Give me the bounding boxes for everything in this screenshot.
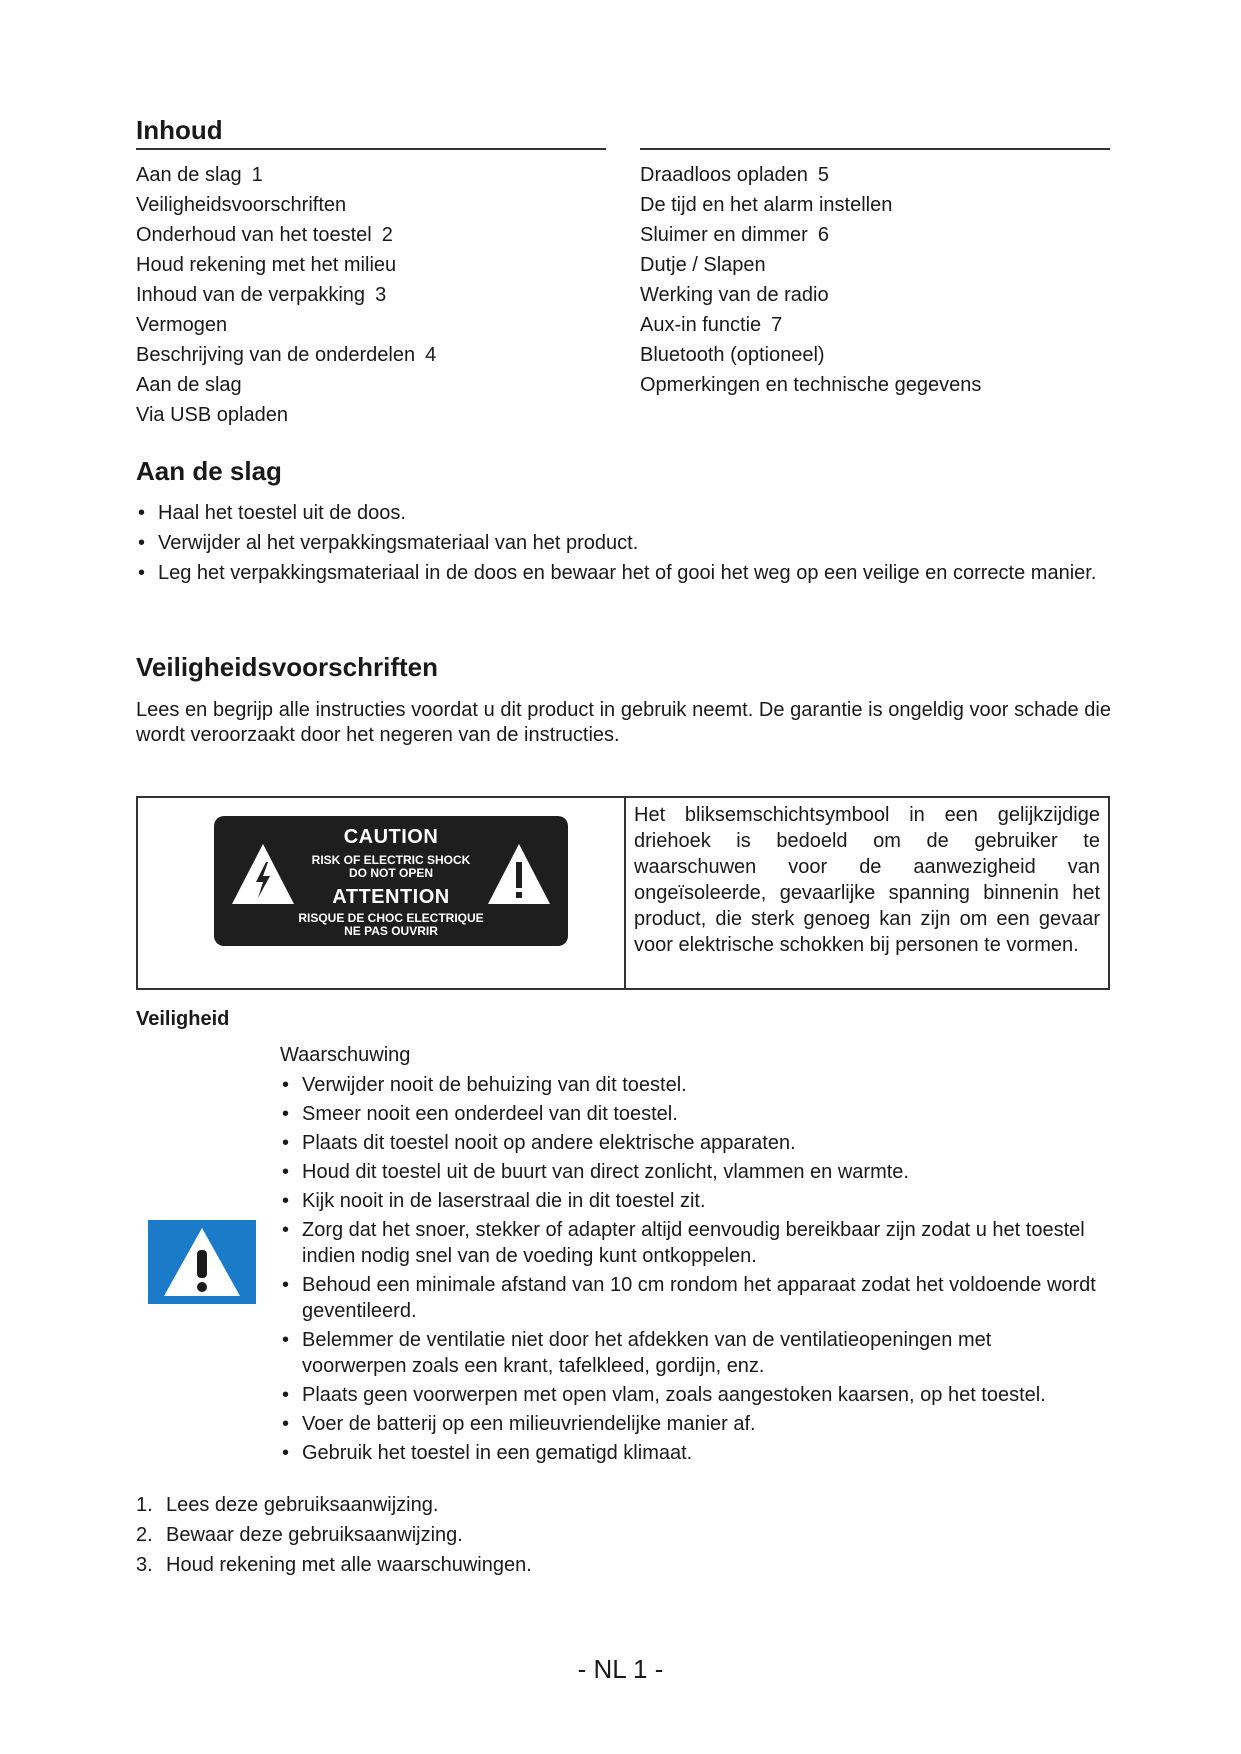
safety-intro: Lees en begrijp alle instructies voordat u dit product in gebruik neemt. De garantie is ongeldig voor schade die wordt veroorzaakt door het negeren van de instructies. xyxy=(136,699,1111,746)
toc-entry: De tijd en het alarm instellen xyxy=(640,194,893,216)
safety-subheading: Veiligheid xyxy=(136,1008,230,1030)
toc-entry: Bluetooth (optioneel) xyxy=(640,344,825,366)
toc-entry: Aux-in functie 7 xyxy=(640,314,783,336)
toc-entry: Sluimer en dimmer 6 xyxy=(640,224,829,246)
list-item: • Haal het toestel uit de doos. xyxy=(136,500,1111,527)
toc-entry: Aan de slag xyxy=(136,374,242,396)
caution-title: CAUTION xyxy=(343,826,439,848)
toc-right-column xyxy=(640,160,1110,400)
list-item: • Verwijder nooit de behuizing van dit toestel. xyxy=(280,1072,1098,1098)
toc-entry: Dutje / Slapen xyxy=(640,254,766,276)
attention-title: ATTENTION xyxy=(332,886,450,908)
getting-started-heading: Aan de slag xyxy=(136,456,282,486)
list-item: 2. Bewaar deze gebruiksaanwijzing. xyxy=(136,1524,463,1546)
page-number: - NL 1 - xyxy=(577,1654,664,1684)
toc-header-right xyxy=(640,112,1110,150)
toc-entry: Vermogen xyxy=(136,314,228,336)
toc-entry: Onderhoud van het toestel 2 xyxy=(136,224,393,246)
toc-left-column xyxy=(136,160,606,430)
toc-entry: Veiligheidsvoorschriften xyxy=(136,194,347,216)
toc-entry: Werking van de radio xyxy=(640,284,829,306)
list-item: • Verwijder al het verpakkingsmateriaal van het product. xyxy=(136,530,1111,557)
list-item: • Plaats geen voorwerpen met open vlam, zoals aangestoken kaarsen, op het toestel. xyxy=(280,1382,1098,1408)
toc-entry: Opmerkingen en technische gegevens xyxy=(640,374,982,396)
list-item: • Gebruik het toestel in een gematigd klimaat. xyxy=(280,1440,1098,1466)
toc-entry: Houd rekening met het milieu xyxy=(136,254,397,276)
caution-description: Het bliksemschichtsymbool in een gelijkzijdige driehoek is bedoeld om de gebruiker te waarschuwen voor de aanwezigheid van ongeïsoleerde, gevaarlijke spanning binnenin het product, die sterk genoeg kan zijn om een gevaar voor elektrische schokken bij personen te vormen. xyxy=(634,804,1100,956)
list-item: • Kijk nooit in de laserstraal die in dit toestel zit. xyxy=(280,1188,1098,1214)
list-item: 3. Houd rekening met alle waarschuwingen. xyxy=(136,1554,532,1576)
safety-heading: Veiligheidsvoorschriften xyxy=(136,652,438,682)
list-item: 1. Lees deze gebruiksaanwijzing. xyxy=(136,1494,439,1516)
caution-subtitle: RISK OF ELECTRIC SHOCK DO NOT OPEN xyxy=(311,853,471,880)
warning-sign-icon xyxy=(148,1220,256,1304)
list-item: • Voer de batterij op een milieuvriendelijke manier af. xyxy=(280,1411,1098,1437)
list-item: • Smeer nooit een onderdeel van dit toestel. xyxy=(280,1101,1098,1127)
toc-entry: Beschrijving van de onderdelen 4 xyxy=(136,344,437,366)
toc-title: Inhoud xyxy=(136,115,223,145)
list-item: • Plaats dit toestel nooit op andere elektrische apparaten. xyxy=(280,1130,1098,1156)
list-item: • Zorg dat het snoer, stekker of adapter altijd eenvoudig bereikbaar zijn zodat u het toestel indien nodig snel van de voeding kunt ontkoppelen. xyxy=(280,1217,1098,1269)
list-item: • Houd dit toestel uit de buurt van direct zonlicht, vlammen en warmte. xyxy=(280,1159,1098,1185)
caution-box xyxy=(136,796,1110,990)
warning-list xyxy=(280,1072,1098,1469)
toc-entry: Via USB opladen xyxy=(136,404,288,426)
numbered-list xyxy=(136,1490,532,1580)
attention-subtitle: RISQUE DE CHOC ELECTRIQUE NE PAS OUVRIR xyxy=(298,911,484,938)
list-item: • Leg het verpakkingsmateriaal in de doos en bewaar het of gooi het weg op een veilige en correcte manier. xyxy=(136,560,1111,587)
list-item: • Behoud een minimale afstand van 10 cm rondom het apparaat zodat het voldoende wordt geventileerd. xyxy=(280,1272,1098,1324)
toc-header-left xyxy=(136,112,606,150)
toc-entry: Aan de slag 1 xyxy=(136,164,263,186)
caution-divider xyxy=(624,798,626,988)
toc-entry: Inhoud van de verpakking 3 xyxy=(136,284,387,306)
warning-title: Waarschuwing xyxy=(280,1044,411,1066)
list-item: • Belemmer de ventilatie niet door het afdekken van de ventilatieopeningen met voorwerpen zoals een krant, tafelkleed, gordijn, enz. xyxy=(280,1327,1098,1379)
getting-started-list xyxy=(136,500,1111,590)
caution-label xyxy=(214,816,568,946)
toc-entry: Draadloos opladen 5 xyxy=(640,164,830,186)
